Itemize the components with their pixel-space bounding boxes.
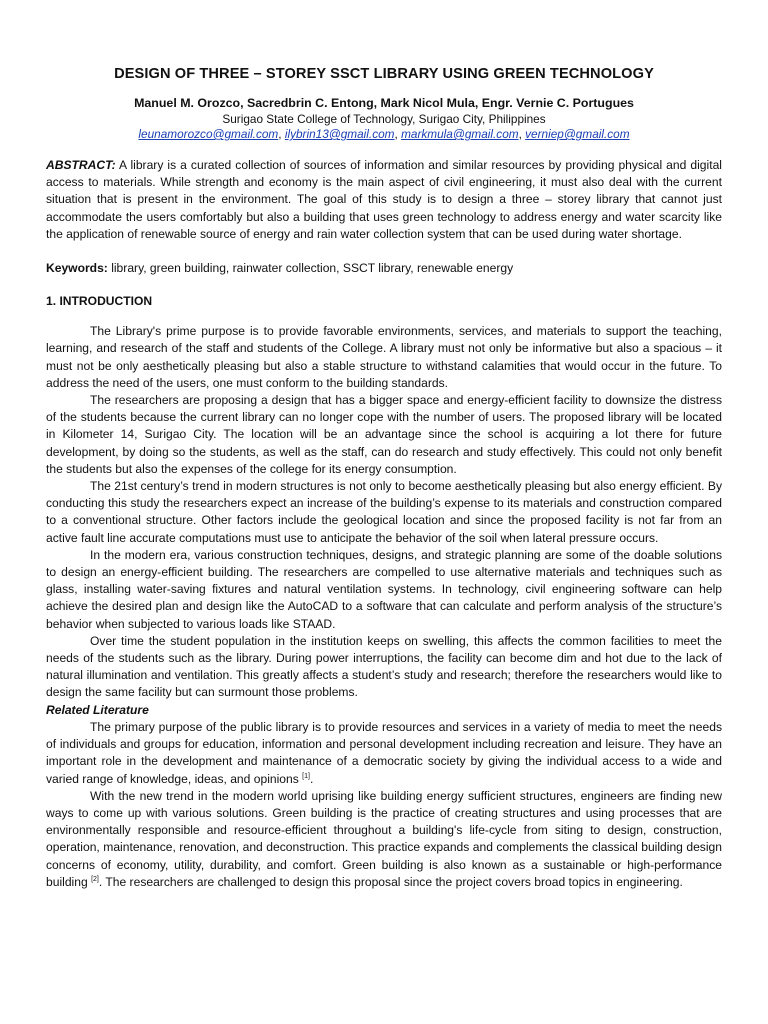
- keywords-label: Keywords:: [46, 261, 108, 276]
- abstract: [46, 157, 722, 243]
- subsection-heading-related-literature: Related Literature: [46, 702, 149, 717]
- author-list: Manuel M. Orozco, Sacredbrin C. Entong, Mark Nicol Mula, Engr. Vernie C. Portugues: [134, 96, 634, 110]
- literature-paragraph: With the new trend in the modern world uprising like building energy sufficient structures, engineers are finding new ways to come up with various solutions. Green building is the practice of creating structures and using processes that are environmentally responsible and resource-efficient throughout a building's life-cycle from siting to design, construction, operation, maintenance, renovation, and deconstruction. This practice expands and complements the classical building design concerns of economy, utility, durability, and comfort. Green building is also known as a sustainable or high-performance building [2]. The researchers are challenged to design this proposal since the project covers broad topics in engineering.: [46, 788, 722, 889]
- author-emails: leunamorozco@gmail.com, ilybrin13@gmail.com, markmula@gmail.com, verniep@gmail.com: [138, 127, 630, 141]
- email-link-orozco[interactable]: leunamorozco@gmail.com: [138, 127, 279, 141]
- citation-ref: [1]: [302, 772, 310, 780]
- section-heading-introduction: 1. INTRODUCTION: [46, 294, 153, 309]
- intro-paragraph: The 21st century’s trend in modern structures is not only to become aesthetically pleasing but also energy efficient. By conducting this study the researchers expect an increase of the building’s expense to its materials and construction compared to a conventional structure. Other factors include the geological location and since the proposed facility is not far from an active fault line accurate computations must use to anticipate the behavior of the soil when lateral pressure occurs.: [46, 479, 722, 545]
- intro-paragraph: The researchers are proposing a design that has a bigger space and energy-efficient facility to downsize the distress of the students because the current library can no longer cope with the number of users. The proposed library will be located in Kilometer 14, Surigao City. The location will be an advantage since the school is acquiring a lot there for future development, by doing so the students, as well as the staff, can do research and study effectively. This could not only benefit the students but also the expenses of the college for its energy consumption.: [46, 393, 722, 476]
- email-link-entong[interactable]: ilybrin13@gmail.com: [284, 127, 395, 141]
- intro-paragraph: The Library's prime purpose is to provide favorable environments, services, and materials to support the teaching, learning, and research of the staff and students of the College. A library must not only be informative but also a spacious – it must not be only aesthetically pleasing but also a stable structure to withstand calamities that would occur in the future. To address the need of the users, one must conform to the building standards.: [46, 324, 722, 390]
- paper-title: DESIGN OF THREE – STOREY SSCT LIBRARY USING GREEN TECHNOLOGY: [114, 66, 654, 82]
- intro-paragraph: In the modern era, various construction techniques, designs, and strategic planning are some of the doable solutions to design an energy-efficient building. The researchers are compelled to use alternative materials and techniques such as glass, installing water-saving fixtures and natural ventilation systems. In technology, civil engineering software can help achieve the desired plan and design like the AutoCAD to a software that can calculate and perform analysis of the structure’s behavior when subjected to various loads like STAAD.: [46, 547, 722, 631]
- keywords-text: library, green building, rainwater collection, SSCT library, renewable energy: [107, 261, 514, 276]
- intro-paragraph: Over time the student population in the institution keeps on swelling, this affects the common facilities to meet the needs of the students such as the library. During power interruptions, the facility can become dim and hot due to the lack of natural illumination and ventilation. This greatly affects a student’s study and research; therefore the researchers would like to design the same facility but can surmount those problems.: [46, 633, 722, 700]
- email-link-mula[interactable]: markmula@gmail.com: [401, 127, 519, 141]
- citation-ref: [2]: [91, 875, 99, 883]
- abstract-label: ABSTRACT:: [46, 158, 116, 172]
- keywords: [46, 260, 722, 277]
- email-link-portugues[interactable]: verniep@gmail.com: [525, 127, 630, 141]
- affiliation: Surigao State College of Technology, Surigao City, Philippines: [222, 112, 546, 126]
- abstract-text: A library is a curated collection of sources of information and similar resources by providing physical and digital access to materials. While strength and economy is the main aspect of civil engineering, it must also deal with the current situation that is present in the environment. The goal of this study is to design a three – storey library that cannot just accommodate the users comfortably but also a building that uses green technology to address energy and water scarcity like the application of renewable source of energy and rain water collection system that can be used during water shortage.: [46, 158, 722, 241]
- literature-paragraph: The primary purpose of the public library is to provide resources and services in a variety of media to meet the needs of individuals and groups for education, information and personal development including recreation and leisure. They have an important role in the development and maintenance of a democratic society by giving the individual access to a wide and varied range of knowledge, ideas, and opinions [1].: [46, 719, 722, 786]
